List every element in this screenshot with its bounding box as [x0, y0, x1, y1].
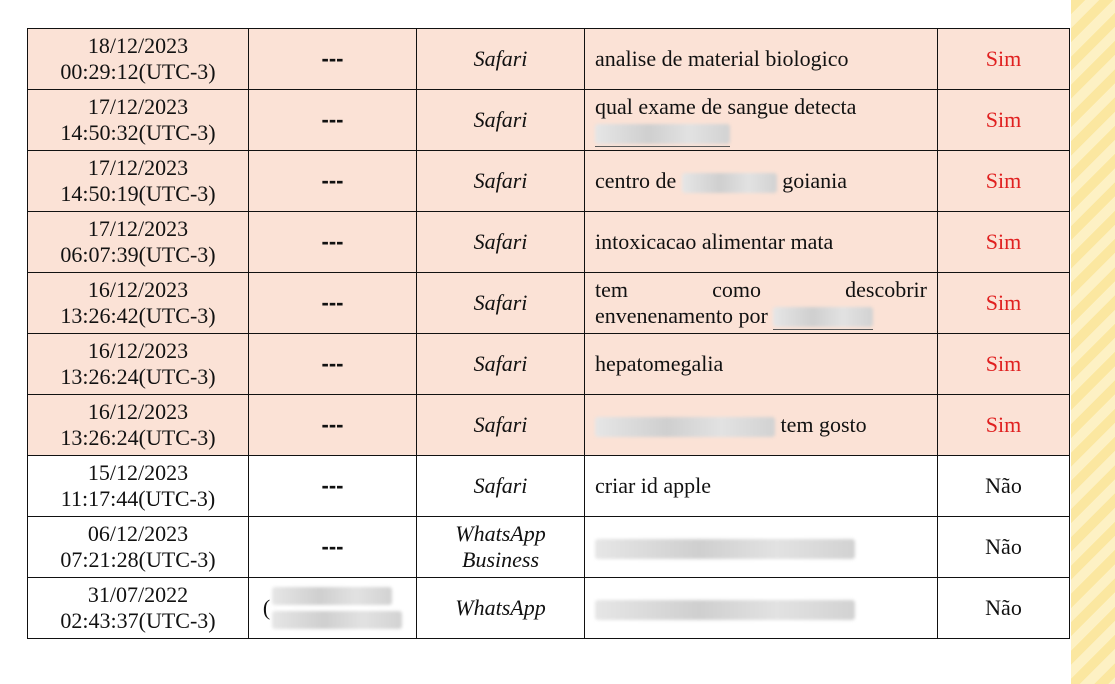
table-row: [28, 273, 1070, 334]
query-text: intoxicacao alimentar mata: [595, 229, 834, 254]
timestamp-cell: [28, 273, 249, 334]
table-row: [28, 90, 1070, 151]
query-text: goiania: [782, 168, 847, 193]
table-row: [28, 517, 1070, 578]
query-word: tem: [595, 276, 628, 302]
date-text: 17/12/2023: [87, 155, 189, 180]
app-cell: [417, 456, 585, 517]
app-name: Safari: [473, 168, 528, 193]
status-cell: Sim: [938, 334, 1070, 395]
timestamp-cell: [28, 212, 249, 273]
status-cell: Não: [938, 456, 1070, 517]
date-text: 18/12/2023: [87, 33, 189, 58]
query-cell: [585, 151, 938, 212]
redacted-cell: [249, 578, 417, 639]
status-cell: Sim: [938, 90, 1070, 151]
app-cell: [417, 151, 585, 212]
watermark-strip: [1071, 0, 1115, 684]
timestamp-cell: [28, 578, 249, 639]
table-row: [28, 29, 1070, 90]
query-cell: [585, 273, 938, 334]
redacted-text: [773, 307, 873, 327]
status-cell: Não: [938, 578, 1070, 639]
app-name: Safari: [473, 107, 528, 132]
timestamp-cell: [28, 90, 249, 151]
status-cell: Sim: [938, 212, 1070, 273]
query-text: tem gosto: [780, 412, 867, 437]
search-history-table: [27, 28, 1070, 639]
dash-cell: ---: [249, 90, 417, 151]
table-row: [28, 151, 1070, 212]
status-cell: Sim: [938, 273, 1070, 334]
date-text: 31/07/2022: [87, 582, 189, 607]
time-text: 14:50:19(UTC-3): [60, 181, 216, 206]
redacted-text: [682, 173, 777, 193]
time-text: 02:43:37(UTC-3): [60, 608, 216, 633]
dash-cell: ---: [249, 456, 417, 517]
app-name: Safari: [473, 473, 528, 498]
status-cell: Não: [938, 517, 1070, 578]
app-name: WhatsApp: [455, 595, 546, 620]
dash-cell: ---: [249, 334, 417, 395]
dash-cell: ---: [249, 212, 417, 273]
table-row: [28, 395, 1070, 456]
time-text: 07:21:28(UTC-3): [60, 547, 216, 572]
status-cell: Sim: [938, 395, 1070, 456]
date-text: 17/12/2023: [87, 94, 189, 119]
timestamp-cell: [28, 151, 249, 212]
query-cell: [585, 29, 938, 90]
app-name: Safari: [473, 412, 528, 437]
app-cell: [417, 334, 585, 395]
app-cell: [417, 90, 585, 151]
status-cell: Sim: [938, 151, 1070, 212]
table-row: [28, 456, 1070, 517]
app-cell: [417, 578, 585, 639]
query-cell: [585, 517, 938, 578]
table-row: [28, 578, 1070, 639]
app-name: WhatsApp: [455, 521, 546, 546]
dash-cell: ---: [249, 29, 417, 90]
time-text: 06:07:39(UTC-3): [60, 242, 216, 267]
time-text: 11:17:44(UTC-3): [60, 486, 216, 511]
date-text: 15/12/2023: [87, 460, 189, 485]
time-text: 13:26:42(UTC-3): [60, 303, 216, 328]
query-word: descobrir: [845, 276, 927, 302]
query-text: analise de material biologico: [595, 46, 849, 71]
date-text: 17/12/2023: [87, 216, 189, 241]
dash-cell: ---: [249, 395, 417, 456]
time-text: 13:26:24(UTC-3): [60, 364, 216, 389]
table-row: [28, 334, 1070, 395]
app-cell: [417, 395, 585, 456]
query-text: criar id apple: [595, 473, 712, 498]
redacted-text: [272, 587, 392, 605]
redacted-coordinates: [595, 539, 855, 559]
date-text: 16/12/2023: [87, 338, 189, 363]
time-text: 13:26:24(UTC-3): [60, 425, 216, 450]
status-cell: Sim: [938, 29, 1070, 90]
app-name: Business: [462, 547, 539, 572]
paren-text: (: [262, 595, 271, 620]
timestamp-cell: [28, 29, 249, 90]
app-cell: [417, 29, 585, 90]
dash-cell: ---: [249, 517, 417, 578]
time-text: 00:29:12(UTC-3): [60, 59, 216, 84]
redacted-text: [272, 611, 402, 629]
query-text: hepatomegalia: [595, 351, 724, 376]
date-text: 16/12/2023: [87, 399, 189, 424]
app-name: Safari: [473, 229, 528, 254]
app-cell: [417, 212, 585, 273]
app-cell: [417, 517, 585, 578]
query-cell: [585, 456, 938, 517]
app-name: Safari: [473, 290, 528, 315]
query-text: envenenamento por: [595, 302, 768, 328]
query-word: como: [712, 276, 762, 302]
query-cell: [585, 578, 938, 639]
timestamp-cell: [28, 517, 249, 578]
time-text: 14:50:32(UTC-3): [60, 120, 216, 145]
query-text: centro de: [595, 168, 677, 193]
timestamp-cell: [28, 395, 249, 456]
app-name: Safari: [473, 351, 528, 376]
redacted-text: [595, 124, 730, 144]
query-cell: [585, 90, 938, 151]
dash-cell: ---: [249, 273, 417, 334]
timestamp-cell: [28, 456, 249, 517]
query-text: qual exame de sangue detecta: [595, 93, 857, 119]
date-text: 06/12/2023: [87, 521, 189, 546]
date-text: 16/12/2023: [87, 277, 189, 302]
query-cell: [585, 334, 938, 395]
redacted-coordinates: [595, 600, 855, 620]
query-cell: [585, 212, 938, 273]
app-name: Safari: [473, 46, 528, 71]
timestamp-cell: [28, 334, 249, 395]
app-cell: [417, 273, 585, 334]
dash-cell: ---: [249, 151, 417, 212]
redacted-text: [595, 417, 775, 437]
query-cell: [585, 395, 938, 456]
table-row: [28, 212, 1070, 273]
